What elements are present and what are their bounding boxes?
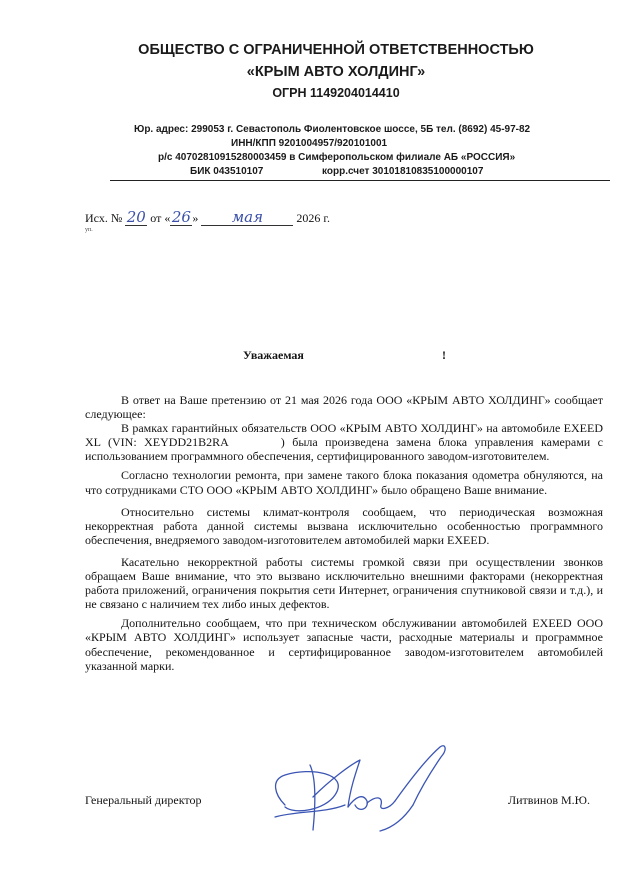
corr-account: корр.счет 30101810835100000107 (322, 166, 484, 177)
handwritten-signature (255, 735, 475, 845)
paragraph-climate: Относительно системы климат-контроля сообщаем, что периодическая возможная некорректная работа данной системы вызвана исключительно особенностью программного обеспечения, внедряемого заводом-изготовителем автомобилей марки EXEED. (85, 504, 603, 547)
bank-account: р/с 40702810915280003459 в Симферопольском филиале АБ «РОССИЯ» (158, 152, 516, 163)
org-ogrn: ОГРН 1149204014410 (272, 86, 400, 100)
paragraph-warranty-part2: ) была произведена замена блока управления камерами с использованием программного обеспечения, сертифицированного заводом-изготовителем. (85, 435, 603, 464)
signatory-title: Генеральный директор (85, 793, 202, 807)
outgoing-tiny-mark: уп. (85, 227, 93, 233)
greeting-exclaim: ! (442, 348, 446, 362)
signatory-name: Литвинов М.Ю. (508, 793, 590, 807)
paragraph-handsfree: Касательно некорректной работы системы громкой связи при осуществлении звонков обращаем Ваше внимание, что это вызвано исключительно внешними факторами (некорректная работа приложений, ограничения покрытия сети Интернет, ограничения спутниковой связи и т.д.), и не связано с наличием тех либо иных дефектов. (85, 554, 603, 612)
outgoing-reference (85, 210, 330, 226)
paragraph-odometer: Согласно технологии ремонта, при замене такого блока показания одометра обнуляются, на что сотрудниками СТО ООО «КРЫМ АВТО ХОЛДИНГ» было обращено Ваше внимание. (85, 468, 603, 497)
header-divider (110, 180, 610, 181)
paragraph-service: Дополнительно сообщаем, что при техническом обслуживании автомобилей EXEED ООО «КРЫМ АВТО ХОЛДИНГ» использует запасные части, расходные материалы и программное обеспечение, рекомендованное и сертифицированное заводом-изготовителем автомобилей указанной марки. (85, 616, 603, 673)
paragraph-warranty-part1: В рамках гарантийных обязательств ООО «КРЫМ АВТО ХОЛДИНГ» на автомобиле EXEED XL (VIN: XEYDD21B2RA (85, 421, 603, 450)
paragraph-intro: В ответ на Ваше претензию от 21 мая 2026 года ООО «КРЫМ АВТО ХОЛДИНГ» сообщает следующее: (85, 393, 603, 422)
outgoing-year: 2026 г. (296, 211, 330, 225)
outgoing-close-quote: » (192, 211, 199, 225)
outgoing-number-field (125, 210, 147, 226)
outgoing-prefix: Исх. № (85, 211, 123, 225)
org-name-line2: «КРЫМ АВТО ХОЛДИНГ» (246, 64, 426, 80)
paragraph-warranty (85, 421, 603, 463)
outgoing-day-field (170, 210, 192, 226)
outgoing-from: от « (150, 211, 171, 225)
outgoing-month-field (201, 210, 293, 226)
outgoing-month: мая (231, 208, 264, 226)
bik: БИК 043510107 (190, 166, 264, 177)
org-name-line1: ОБЩЕСТВО С ОГРАНИЧЕННОЙ ОТВЕТСТВЕННОСТЬЮ (138, 42, 534, 58)
outgoing-day: 26 (171, 208, 191, 226)
legal-address: Юр. адрес: 299053 г. Севастополь Фиолентовское шоссе, 5Б тел. (8692) 45-97-82 (134, 124, 531, 135)
letter-body (85, 393, 603, 678)
inn-kpp: ИНН/КПП 9201004957/920101001 (231, 138, 388, 149)
greeting-salutation: Уважаемая (243, 348, 304, 362)
outgoing-number: 20 (126, 208, 146, 226)
